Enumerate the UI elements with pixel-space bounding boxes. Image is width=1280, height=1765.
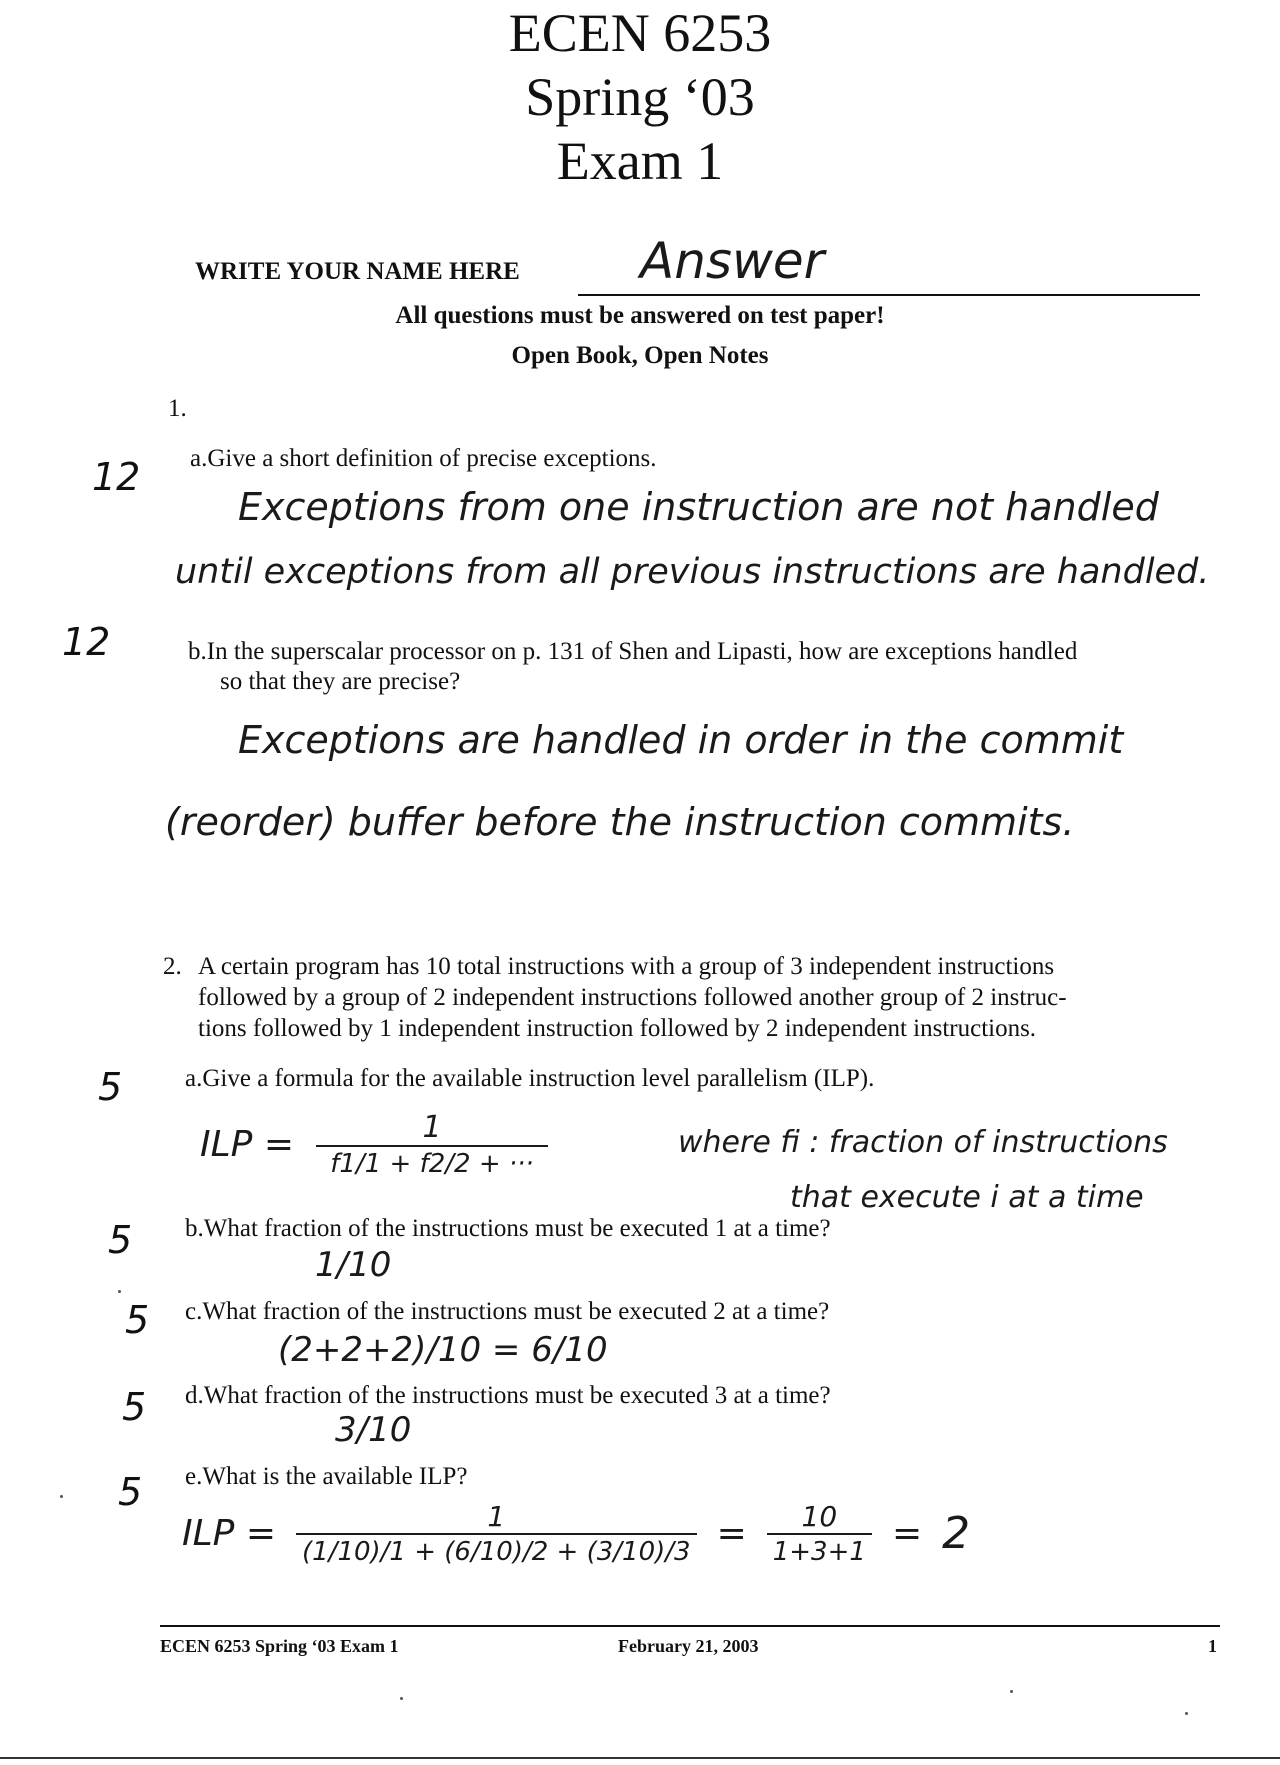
q1b-question-line2: so that they are precise? [220,668,461,695]
q1b-question-line1: b.In the superscalar processor on p. 131 of Shen and Lipasti, how are exceptions handled [188,638,1078,665]
scan-speck [400,1697,403,1700]
q2-stem-line3: tions followed by 1 independent instruction followed by 2 independent instructions. [198,1015,1037,1042]
name-underline [578,294,1200,296]
q2c-score: 5 [125,1298,150,1342]
q2d-score: 5 [122,1385,147,1429]
q2d-question: d.What fraction of the instructions must be executed 3 at a time? [185,1382,831,1409]
q2e-fraction-2 [767,1500,872,1567]
q2e-denominator-2: 1+3+1 [767,1533,872,1567]
q2e-numerator-2: 10 [801,1500,838,1533]
scan-speck [118,1290,121,1293]
q2a-note-line1: where fi : fraction of instructions [678,1125,1168,1160]
exam-title: Exam 1 [556,131,724,191]
q1a-question: a.Give a short definition of precise exceptions. [190,445,657,472]
q1b-answer-line1: Exceptions are handled in order in the commit [238,718,1124,762]
q2a-fraction [316,1110,548,1179]
q2-number: 2. [163,953,182,980]
footer-page: 1 [1208,1636,1217,1656]
page-bottom-edge [0,1757,1280,1759]
footer-left: ECEN 6253 Spring ‘03 Exam 1 [160,1636,399,1656]
name-answer: Answer [640,232,825,290]
instructions-line1: All questions must be answered on test paper! [395,302,885,329]
q2e-equals-2: = [891,1513,923,1554]
q2a-question: a.Give a formula for the available instruction level parallelism (ILP). [185,1065,875,1092]
name-label: WRITE YOUR NAME HERE [195,258,520,285]
course-title: ECEN 6253 [508,3,772,63]
q1a-score: 12 [92,455,141,499]
q2a-score: 5 [98,1065,123,1109]
q2e-numerator: 1 [487,1500,506,1533]
instructions-line2: Open Book, Open Notes [511,342,769,369]
q2e-score: 5 [118,1470,143,1514]
q1a-answer-line2: until exceptions from all previous instructions are handled. [175,552,1210,592]
scan-speck [1185,1712,1188,1715]
q2e-denominator: (1/10)/1 + (6/10)/2 + (3/10)/3 [296,1533,697,1567]
q2b-answer: 1/10 [315,1245,392,1285]
q2a-numerator: 1 [422,1110,442,1145]
q2e-lhs: ILP = [182,1513,276,1554]
footer-date: February 21, 2003 [618,1636,759,1656]
q2e-equals-1: = [716,1513,747,1554]
q2a-denominator: f1/1 + f2/2 + ··· [316,1145,548,1179]
q2e-question: e.What is the available ILP? [185,1463,468,1490]
q2-stem-line1: A certain program has 10 total instructions with a group of 3 independent instructions [198,953,1055,980]
q1b-answer-line2: (reorder) buffer before the instruction commits. [165,800,1075,844]
q2c-answer: (2+2+2)/10 = 6/10 [278,1330,608,1370]
q1a-answer-line1: Exceptions from one instruction are not handled [238,485,1159,529]
q2d-answer: 3/10 [335,1410,412,1450]
q1-number: 1. [168,395,187,422]
q2b-score: 5 [108,1218,133,1262]
scan-speck [1010,1690,1013,1693]
scan-speck [60,1495,63,1498]
q2b-question: b.What fraction of the instructions must be executed 1 at a time? [185,1215,831,1242]
q2a-formula [200,1110,548,1179]
q2c-question: c.What fraction of the instructions must be executed 2 at a time? [185,1298,830,1325]
footer-rule [160,1625,1220,1627]
term-title: Spring ‘03 [525,67,755,127]
q2e-result: 2 [942,1508,971,1559]
q2a-note-line2: that execute i at a time [790,1180,1144,1215]
q2-stem-line2: followed by a group of 2 independent instructions followed another group of 2 instruc- [198,984,1067,1011]
q2e-fraction [296,1500,697,1567]
q1b-score: 12 [62,620,111,664]
q2a-lhs: ILP = [200,1124,294,1165]
q2e-formula [182,1500,970,1567]
